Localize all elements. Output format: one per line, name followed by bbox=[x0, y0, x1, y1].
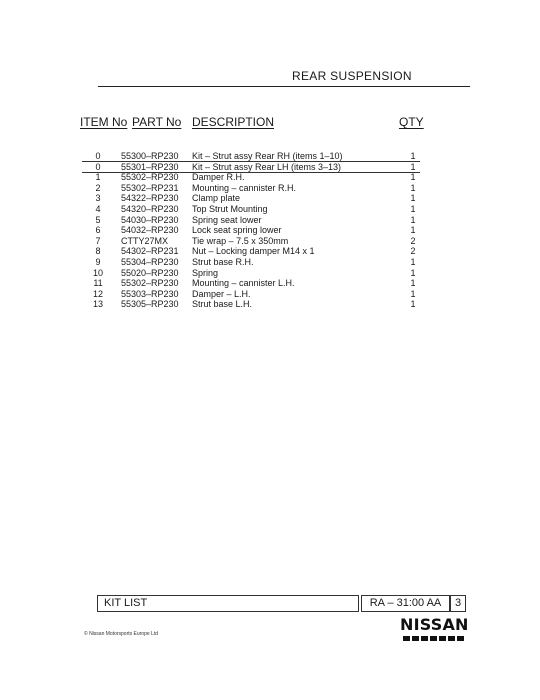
quantity: 1 bbox=[410, 182, 416, 193]
item-number: 7 bbox=[95, 235, 101, 246]
item-number: 12 bbox=[92, 288, 103, 299]
description: Spring bbox=[192, 267, 219, 278]
description: Lock seat spring lower bbox=[192, 225, 282, 236]
table-row bbox=[0, 193, 540, 204]
description: Spring seat lower bbox=[192, 214, 262, 225]
quantity: 1 bbox=[410, 193, 416, 204]
part-number: 55302–RP230 bbox=[121, 278, 179, 289]
table-row bbox=[0, 246, 540, 257]
quantity: 1 bbox=[410, 278, 416, 289]
table-row bbox=[0, 268, 540, 279]
kit-list-label: KIT LIST bbox=[97, 595, 359, 612]
page-number: 3 bbox=[450, 595, 466, 612]
table-row bbox=[0, 236, 540, 247]
part-number: CTTY27MX bbox=[121, 235, 169, 246]
part-number: 55020–RP230 bbox=[121, 267, 179, 278]
description: Nut – Locking damper M14 x 1 bbox=[192, 246, 315, 257]
quantity: 1 bbox=[410, 203, 416, 214]
table-row bbox=[0, 162, 540, 173]
description: Kit – Strut assy Rear LH (items 3–13) bbox=[192, 161, 342, 172]
description: Mounting – cannister L.H. bbox=[192, 278, 295, 289]
quantity: 1 bbox=[410, 161, 416, 172]
item-number: 6 bbox=[95, 225, 101, 236]
quantity: 2 bbox=[410, 246, 416, 257]
table-row bbox=[0, 215, 540, 226]
table-row bbox=[0, 257, 540, 268]
nissan-logo: NISSAN bbox=[400, 615, 469, 634]
item-number: 3 bbox=[95, 193, 101, 204]
part-number: 54320–RP230 bbox=[121, 203, 179, 214]
item-number: 2 bbox=[95, 182, 101, 193]
quantity: 1 bbox=[410, 172, 416, 183]
column-header-description: DESCRIPTION bbox=[192, 115, 275, 129]
description: Tie wrap – 7.5 x 350mm bbox=[192, 235, 289, 246]
copyright-notice: © Nissan Motorsports Europe Ltd bbox=[84, 631, 158, 637]
logo-stripe bbox=[403, 636, 465, 641]
table-row bbox=[0, 289, 540, 300]
quantity: 1 bbox=[410, 299, 416, 310]
quantity: 1 bbox=[410, 151, 416, 161]
part-number: 55305–RP230 bbox=[121, 299, 179, 310]
document-reference: RA – 31:00 AA bbox=[361, 595, 450, 612]
description: Kit – Strut assy Rear RH (items 1–10) bbox=[192, 151, 343, 161]
quantity: 1 bbox=[410, 267, 416, 278]
table-row bbox=[0, 278, 540, 289]
table-row bbox=[0, 225, 540, 236]
quantity: 1 bbox=[410, 288, 416, 299]
item-number: 0 bbox=[95, 151, 101, 161]
part-number: 54322–RP230 bbox=[121, 193, 179, 204]
parts-table bbox=[0, 151, 540, 310]
table-row bbox=[0, 204, 540, 215]
quantity: 2 bbox=[410, 235, 416, 246]
column-header-part: PART No bbox=[132, 115, 182, 129]
description: Damper – L.H. bbox=[192, 288, 251, 299]
part-number: 54032–RP230 bbox=[121, 225, 179, 236]
column-header-qty: QTY bbox=[399, 115, 424, 129]
description: Mounting – cannister R.H. bbox=[192, 182, 297, 193]
item-number: 4 bbox=[95, 203, 101, 214]
item-number: 0 bbox=[95, 161, 101, 172]
quantity: 1 bbox=[410, 256, 416, 267]
item-number: 8 bbox=[95, 246, 101, 257]
page-title: REAR SUSPENSION bbox=[292, 69, 412, 83]
part-number: 54302–RP231 bbox=[121, 246, 179, 257]
item-number: 9 bbox=[95, 256, 101, 267]
table-row bbox=[0, 172, 540, 183]
table-row bbox=[0, 151, 540, 162]
part-number: 55302–RP231 bbox=[121, 182, 179, 193]
quantity: 1 bbox=[410, 225, 416, 236]
part-number: 54030–RP230 bbox=[121, 214, 179, 225]
item-number: 10 bbox=[92, 267, 103, 278]
table-row bbox=[0, 183, 540, 194]
item-number: 5 bbox=[95, 214, 101, 225]
quantity: 1 bbox=[410, 214, 416, 225]
description: Top Strut Mounting bbox=[192, 203, 268, 214]
description: Damper R.H. bbox=[192, 172, 245, 183]
part-number: 55301–RP230 bbox=[121, 161, 179, 172]
description: Strut base L.H. bbox=[192, 299, 253, 310]
item-number: 13 bbox=[92, 299, 103, 310]
part-number: 55300–RP230 bbox=[121, 151, 179, 161]
part-number: 55302–RP230 bbox=[121, 172, 179, 183]
description: Clamp plate bbox=[192, 193, 241, 204]
part-number: 55304–RP230 bbox=[121, 256, 179, 267]
part-number: 55303–RP230 bbox=[121, 288, 179, 299]
item-number: 1 bbox=[95, 172, 101, 183]
description: Strut base R.H. bbox=[192, 256, 254, 267]
item-number: 11 bbox=[93, 278, 103, 289]
title-rule bbox=[98, 86, 470, 87]
column-header-item: ITEM No bbox=[80, 115, 128, 129]
table-row bbox=[0, 299, 540, 310]
